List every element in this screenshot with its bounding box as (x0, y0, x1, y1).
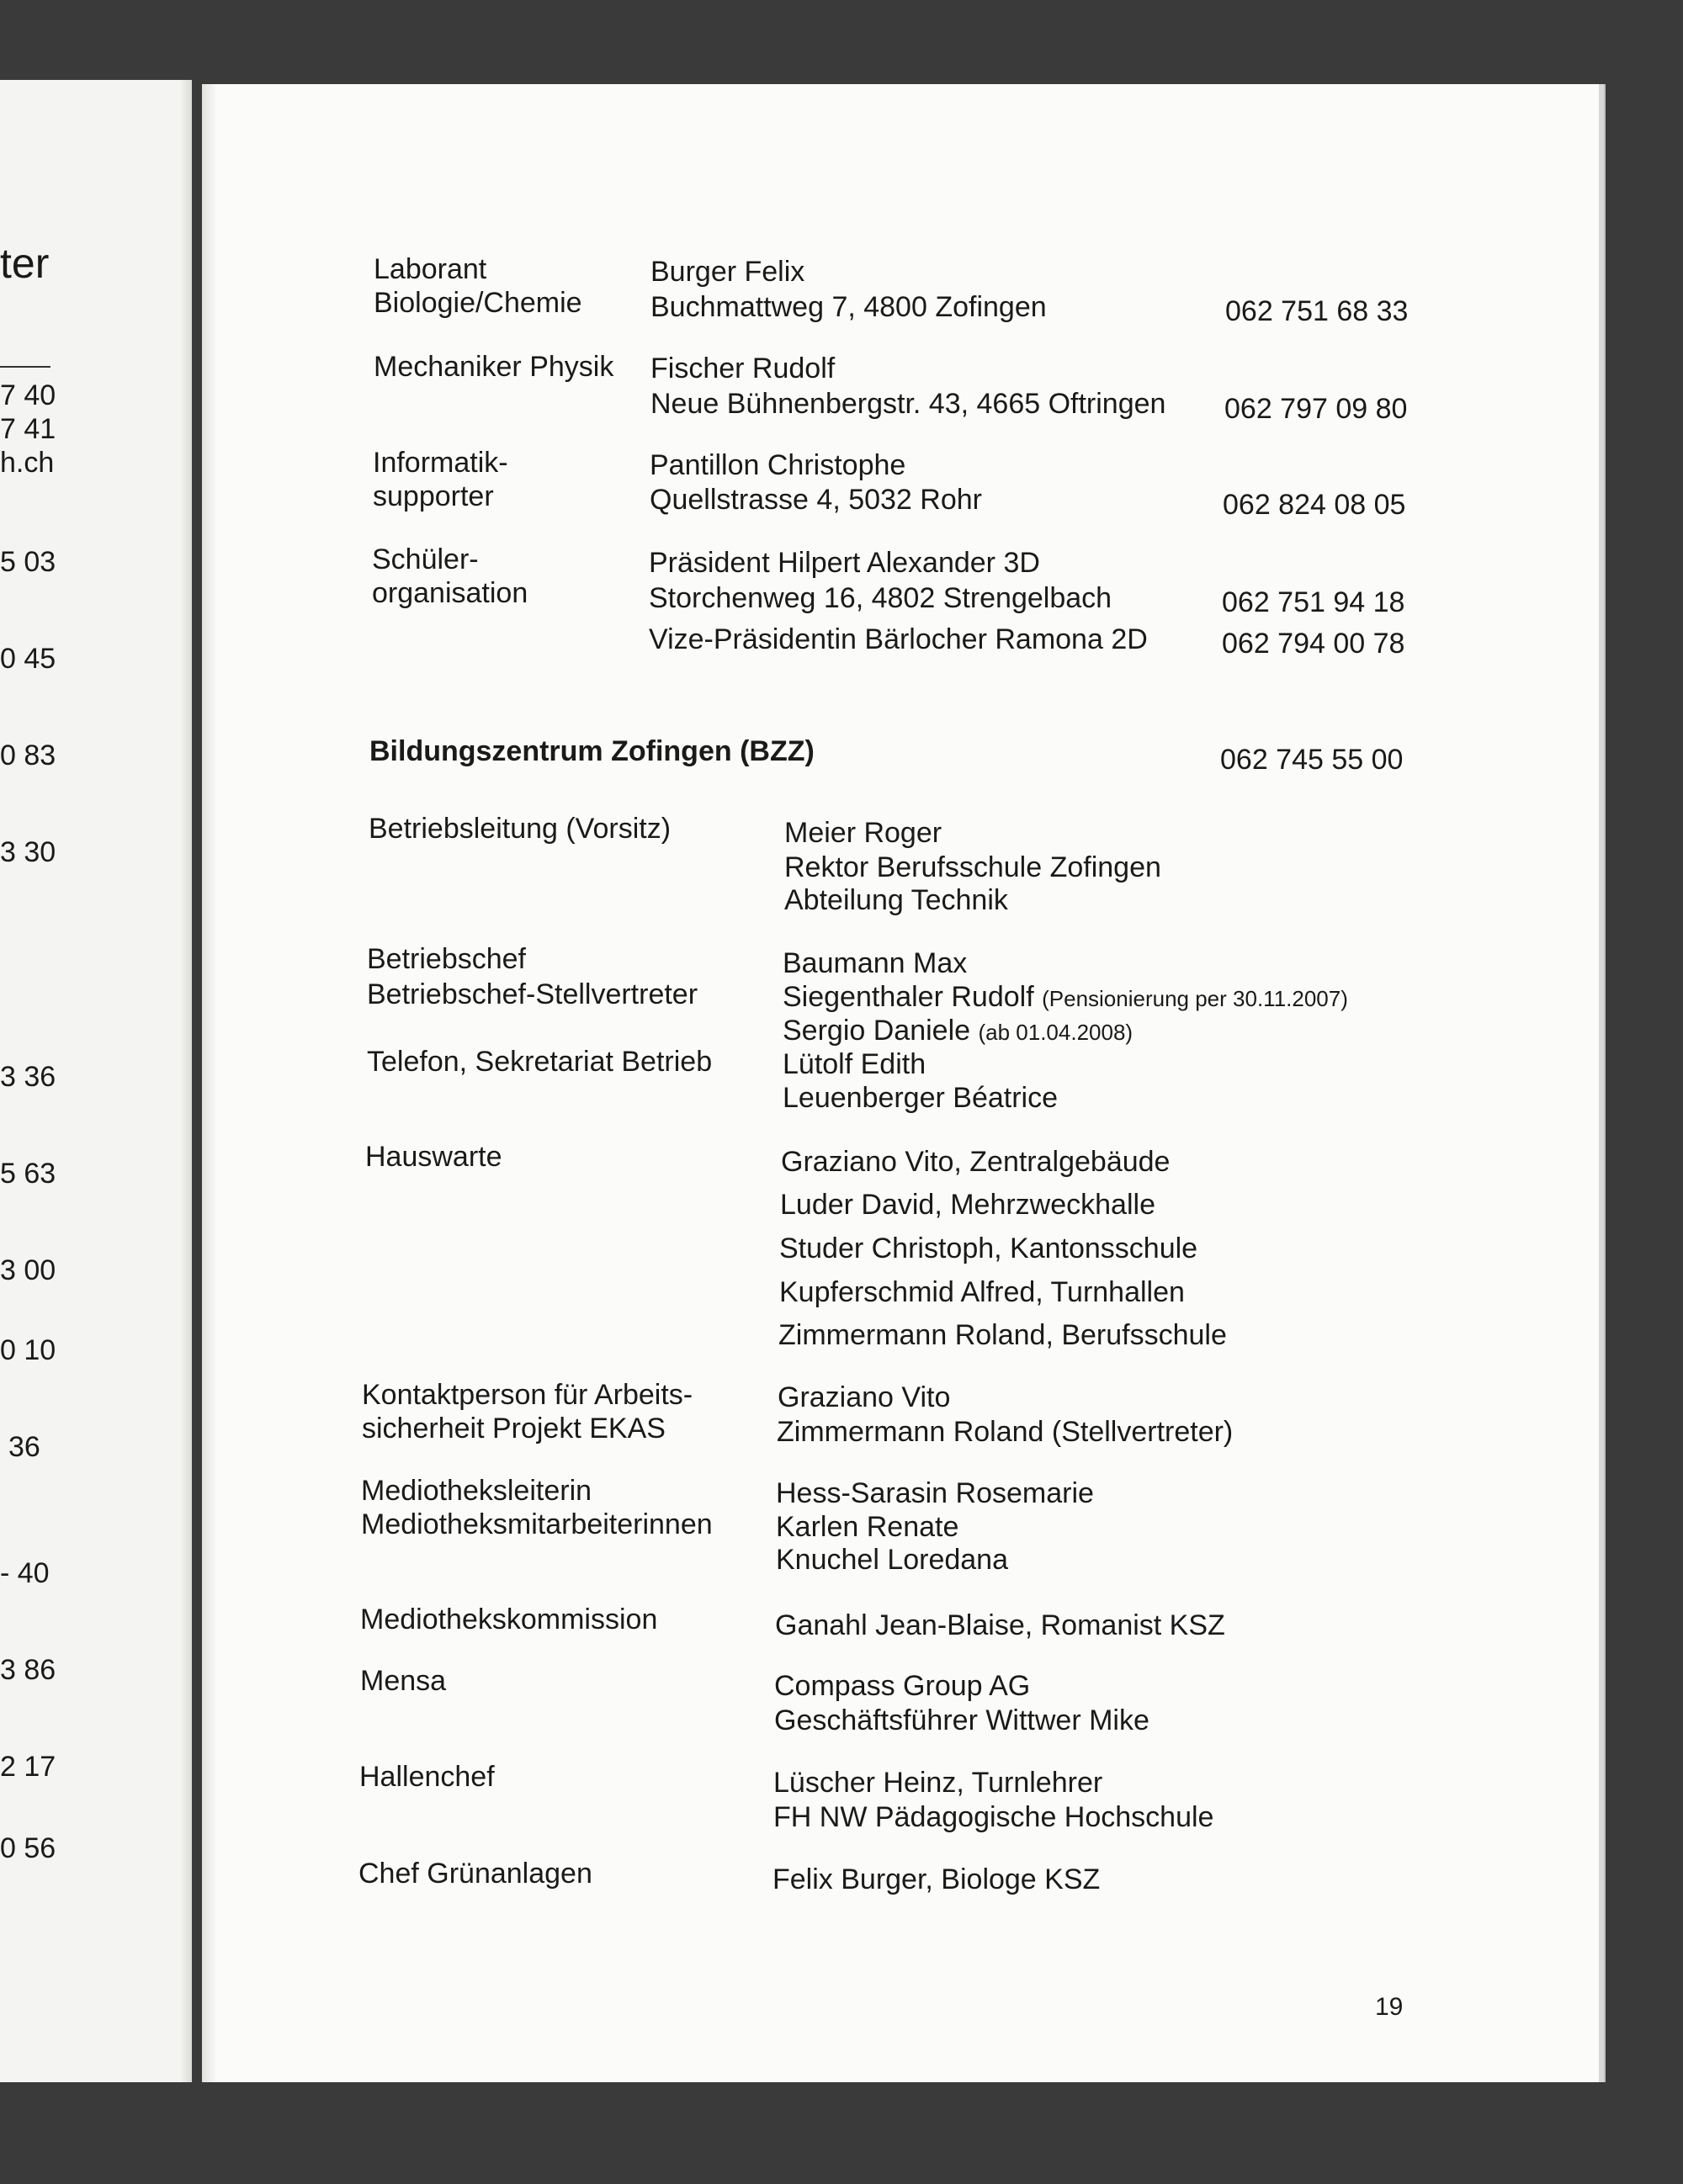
person-detail: Rektor Berufsschule Zofingen (784, 851, 1161, 883)
page-spine (180, 80, 192, 2082)
role-label: organisation (372, 577, 528, 609)
person-name: Felix Burger, Biologe KSZ (772, 1863, 1101, 1895)
left-fragment: 0 83 (0, 739, 56, 771)
section-title: Bildungszentrum Zofingen (BZZ) (369, 735, 815, 767)
person-name: Sergio Daniele (783, 1015, 971, 1047)
left-fragment: 5 63 (0, 1158, 56, 1190)
phone-number: 062 751 68 33 (1225, 295, 1409, 327)
person-note: (Pensionierung per 30.11.2007) (1042, 986, 1348, 1011)
role-label: Chef Grünanlagen (358, 1858, 592, 1890)
person-name: Hess-Sarasin Rosemarie (776, 1477, 1094, 1509)
role-label: Betriebschef-Stellvertreter (367, 978, 698, 1010)
person-name: Leuenberger Béatrice (783, 1082, 1059, 1114)
role-label: Mechaniker Physik (374, 351, 614, 383)
address: Quellstrasse 4, 5032 Rohr (650, 484, 982, 516)
left-fragment: 36 (8, 1431, 40, 1463)
role-label: Kontaktperson für Arbeits- (362, 1379, 693, 1411)
role-label: Betriebsleitung (Vorsitz) (369, 813, 672, 845)
section-phone: 062 745 55 00 (1220, 744, 1404, 776)
role-label: Betriebschef (367, 943, 526, 975)
person-name: Kupferschmid Alfred, Turnhallen (779, 1276, 1185, 1308)
person-name: Geschäftsführer Wittwer Mike (774, 1704, 1149, 1736)
address: Buchmattweg 7, 4800 Zofingen (650, 291, 1047, 323)
person-name: Baumann Max (783, 947, 968, 979)
person-detail: Abteilung Technik (784, 884, 1008, 916)
person-name: Karlen Renate (776, 1511, 959, 1543)
address: Neue Bühnenbergstr. 43, 4665 Oftringen (650, 388, 1166, 420)
role-label: Hauswarte (365, 1141, 502, 1173)
role-label: sicherheit Projekt EKAS (362, 1413, 666, 1445)
left-fragment: 3 36 (0, 1061, 56, 1093)
role-label: Laborant (374, 253, 487, 285)
role-label: supporter (373, 480, 494, 512)
person-name: Vize-Präsidentin Bärlocher Ramona 2D (649, 623, 1148, 655)
left-fragment: 0 45 (0, 643, 56, 675)
person-name: Lüscher Heinz, Turnlehrer (773, 1767, 1103, 1799)
role-label: Mensa (360, 1665, 447, 1697)
person-name: Luder David, Mehrzweckhalle (780, 1189, 1155, 1221)
left-page (0, 80, 192, 2082)
person-name: Fischer Rudolf (650, 353, 836, 384)
left-fragment: 0 10 (0, 1334, 56, 1366)
person-name: Graziano Vito (778, 1381, 951, 1413)
address: Storchenweg 16, 4802 Strengelbach (649, 582, 1112, 614)
person-name: Graziano Vito, Zentralgebäude (781, 1146, 1171, 1178)
role-label: Schüler- (372, 543, 479, 575)
phone-number: 062 794 00 78 (1222, 628, 1405, 660)
person-name: Studer Christoph, Kantonsschule (779, 1232, 1198, 1264)
page-number: 19 (1375, 1993, 1404, 2021)
role-label: Mediotheksleiterin (361, 1475, 592, 1507)
phone-number: 062 824 08 05 (1223, 489, 1406, 521)
role-label: Mediothekskommission (360, 1604, 658, 1635)
person-name: Siegenthaler Rudolf (783, 981, 1034, 1013)
left-fragment: 2 17 (0, 1751, 56, 1783)
person-name: Burger Felix (650, 256, 805, 288)
left-fragment: h.ch (0, 447, 55, 479)
left-heading-fragment: ter (0, 240, 50, 287)
company-name: Compass Group AG (774, 1670, 1031, 1702)
person-detail: FH NW Pädagogische Hochschule (773, 1801, 1214, 1833)
person-name: Lütolf Edith (783, 1048, 926, 1080)
role-label: Hallenchef (359, 1761, 495, 1793)
left-fragment: 7 40 (0, 379, 56, 411)
left-fragment: - 40 (0, 1557, 50, 1589)
page-gutter (202, 84, 217, 2082)
person-name-with-note (783, 980, 1348, 1015)
person-name: Ganahl Jean-Blaise, Romanist KSZ (775, 1609, 1225, 1641)
left-fragment: 3 86 (0, 1654, 56, 1686)
role-label: Mediotheksmitarbeiterinnen (361, 1508, 713, 1540)
left-fragment: 0 56 (0, 1832, 56, 1864)
person-name: Präsident Hilpert Alexander 3D (649, 547, 1040, 579)
person-name: Knuchel Loredana (776, 1544, 1009, 1576)
role-label: Informatik- (373, 447, 508, 479)
person-name: Zimmermann Roland, Berufsschule (778, 1319, 1227, 1351)
role-label: Telefon, Sekretariat Betrieb (367, 1046, 713, 1078)
left-fragment: 5 03 (0, 546, 56, 578)
left-fragment: 3 30 (0, 836, 56, 868)
left-fragment: 3 00 (0, 1254, 56, 1286)
person-note: (ab 01.04.2008) (978, 1020, 1134, 1045)
person-name: Pantillon Christophe (650, 449, 906, 481)
left-fragment: 7 41 (0, 413, 56, 445)
phone-number: 062 751 94 18 (1222, 586, 1405, 618)
person-name: Meier Roger (784, 817, 942, 849)
role-label: Biologie/Chemie (374, 287, 582, 319)
phone-number: 062 797 09 80 (1224, 393, 1408, 425)
left-heading-underline (0, 366, 50, 368)
person-name: Zimmermann Roland (Stellvertreter) (777, 1416, 1234, 1448)
person-name-with-note (783, 1014, 1133, 1049)
